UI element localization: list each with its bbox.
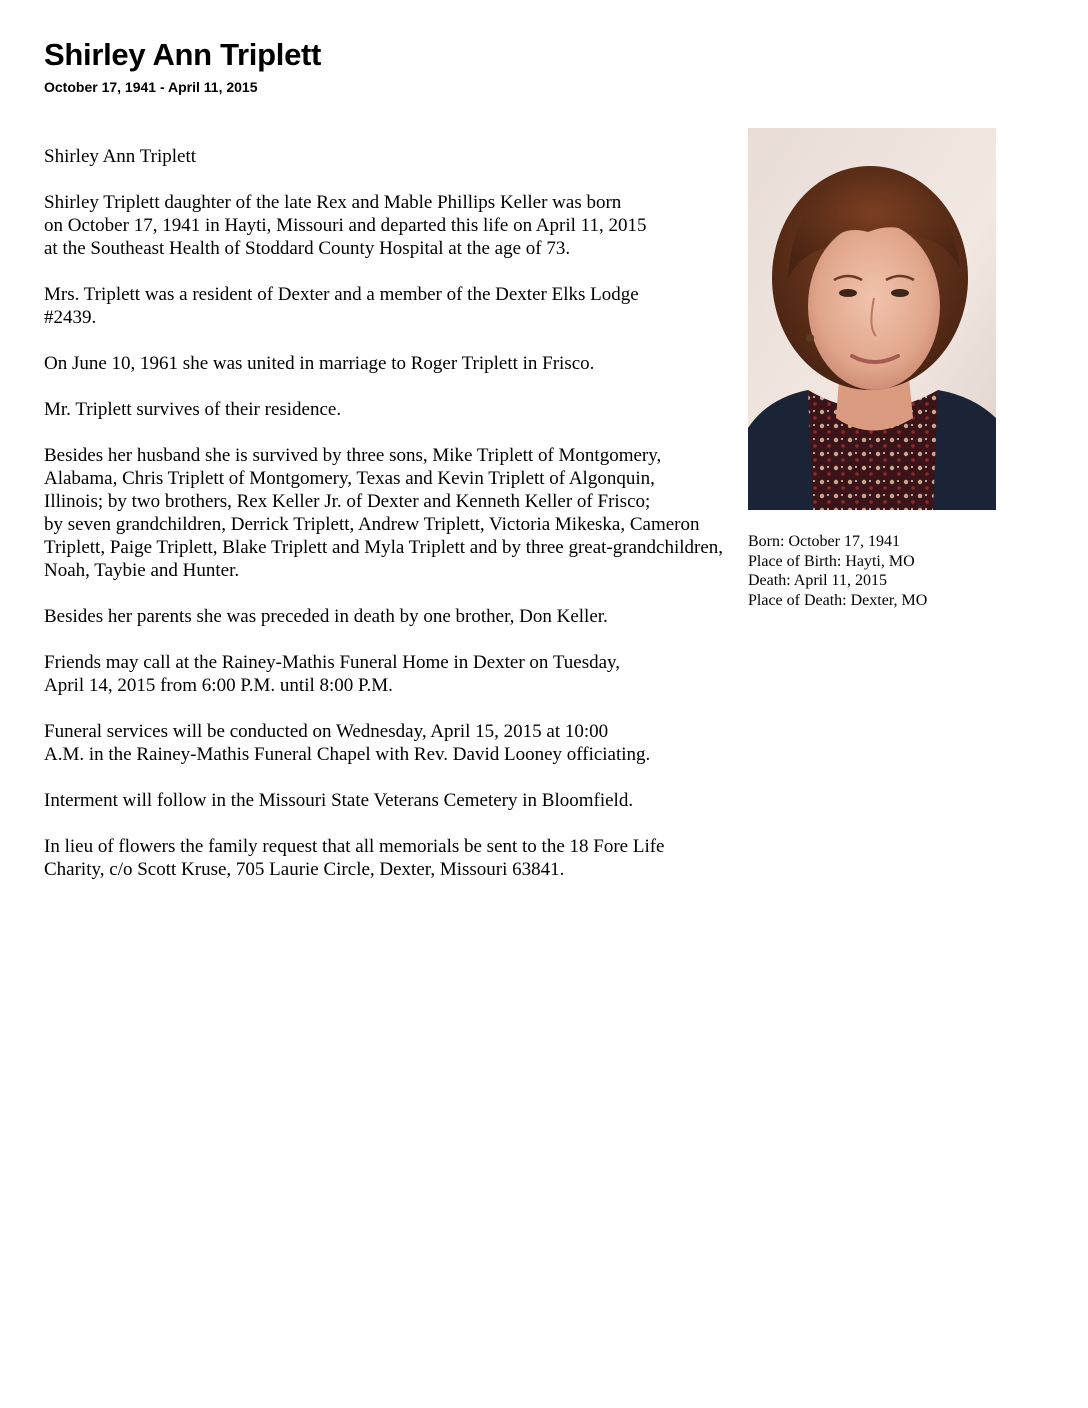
born-fact: Born: October 17, 1941 — [748, 533, 900, 550]
portrait-photo — [748, 128, 996, 510]
paragraph: Interment will follow in the Missouri State Veterans Cemetery in Bloomfield. — [44, 790, 634, 811]
paragraph: Shirley Triplett daughter of the late Rex and Mable Phillips Keller was born on October 17, 1941 in Hayti, Missouri and departed this life on April 11, 2015 at the Southeast Health of Stoddard County Hospital at the age of 73. — [44, 192, 647, 259]
birth-place-fact: Place of Birth: Hayti, MO — [748, 552, 915, 570]
paragraph: Shirley Ann Triplett — [44, 146, 197, 167]
paragraph: On June 10, 1961 she was united in marriage to Roger Triplett in Frisco. — [44, 353, 595, 374]
vital-facts — [748, 532, 1048, 610]
paragraph: Mr. Triplett survives of their residence. — [44, 399, 342, 420]
paragraph: Funeral services will be conducted on Wednesday, April 15, 2015 at 10:00 A.M. in the Rainey-Mathis Funeral Chapel with Rev. David Looney officiating. — [44, 721, 651, 765]
obituary-body — [44, 145, 804, 904]
death-fact: Death: April 11, 2015 — [748, 572, 887, 589]
paragraph: Mrs. Triplett was a resident of Dexter and a member of the Dexter Elks Lodge #2439. — [44, 284, 639, 328]
paragraph: Besides her husband she is survived by three sons, Mike Triplett of Montgomery, Alabama, Chris Triplett of Montgomery, Texas and Kevin Triplett of Algonquin, Illinois; by two brothers, Rex Keller Jr. of Dexter and Kenneth Keller of Frisco; by seven grandchildren, Derrick Triplett, Andrew Triplett, Victoria Mikeska, Cameron Triplett, Paige Triplett, Blake Triplett and Myla Triplett and by three great-grandchildren, Noah, Taybie and Hunter. — [44, 445, 724, 581]
portrait-photo-icon — [748, 128, 996, 510]
paragraph: Friends may call at the Rainey-Mathis Funeral Home in Dexter on Tuesday, April 14, 2015 from 6:00 P.M. until 8:00 P.M. — [44, 652, 621, 696]
paragraph: Besides her parents she was preceded in death by one brother, Don Keller. — [44, 606, 608, 627]
page-title: Shirley Ann Triplett — [44, 37, 322, 72]
death-place-fact: Place of Death: Dexter, MO — [748, 591, 928, 609]
paragraph: In lieu of flowers the family request that all memorials be sent to the 18 Fore Life Charity, c/o Scott Kruse, 705 Laurie Circle, Dexter, Missouri 63841. — [44, 836, 665, 880]
life-dates: October 17, 1941 - April 11, 2015 — [44, 79, 258, 95]
